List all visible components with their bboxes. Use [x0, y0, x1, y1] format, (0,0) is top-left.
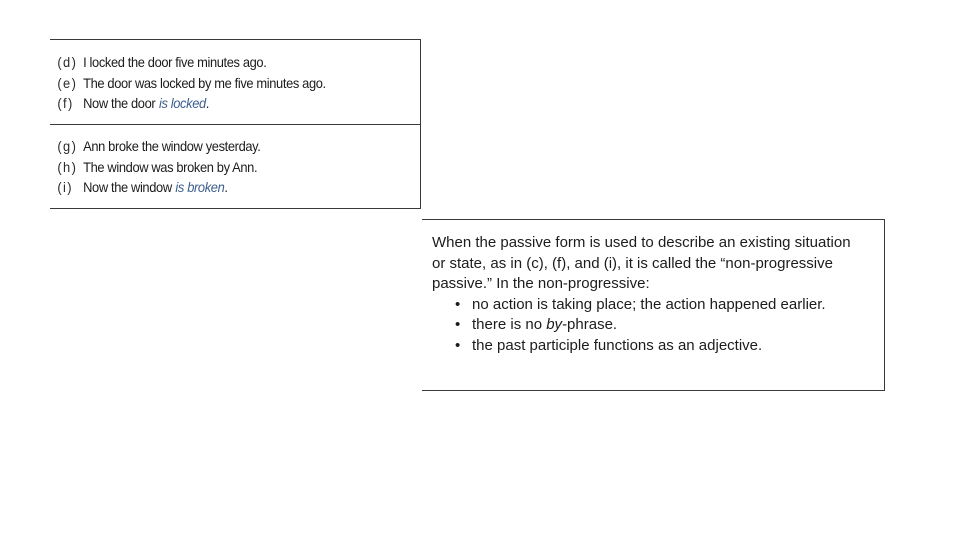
bullet-text: the past participle functions as an adjective. [472, 336, 763, 354]
sentence-period: . [205, 95, 210, 111]
bullet-text-pre: there is no [472, 316, 547, 333]
example-row [50, 95, 390, 116]
explanation-bullet-list [432, 295, 884, 357]
highlighted-verb: is locked [158, 95, 206, 111]
example-group-locked [50, 54, 420, 116]
example-label: (f) [57, 95, 74, 111]
explanation-bullet [432, 295, 862, 316]
example-sentence: Ann broke the window yesterday. [83, 138, 261, 154]
explanation-paragraph: When the passive form is used to describe an existing situation or state, as in (c), (f), and (i), it is called the “non-progressive passive.” In the non-progressive: [432, 234, 851, 292]
example-row [50, 138, 390, 159]
examples-table [50, 39, 421, 209]
example-row [50, 75, 390, 96]
example-row [50, 159, 390, 180]
example-row [50, 179, 390, 200]
bullet-icon: • [455, 295, 461, 313]
bullet-icon: • [455, 316, 461, 333]
bullet-icon: • [455, 336, 461, 354]
bullet-text: no action is taking place; the action happened earlier. [472, 295, 826, 313]
explanation-box [422, 219, 885, 391]
example-label: (h) [57, 158, 78, 175]
example-sentence: Now the window [83, 179, 172, 195]
explanation-bullet [432, 315, 862, 336]
example-label: (g) [57, 138, 78, 154]
example-label: (d) [57, 54, 78, 70]
example-group-broken [50, 138, 420, 200]
example-label: (i) [57, 179, 73, 195]
sentence-period: . [224, 179, 228, 195]
example-sentence: The window was broken by Ann. [83, 158, 258, 175]
bullet-text-post: -phrase. [562, 316, 618, 333]
highlighted-verb: is broken [175, 179, 225, 195]
explanation-bullet [432, 336, 862, 357]
example-sentence: I locked the door five minutes ago. [83, 54, 267, 70]
example-sentence: Now the door [83, 95, 156, 111]
bullet-text-emphasis: by [546, 316, 563, 333]
group-divider [50, 124, 420, 125]
example-sentence: The door was locked by me five minutes ago. [83, 74, 326, 91]
example-row [50, 54, 390, 75]
example-label: (e) [57, 74, 78, 91]
